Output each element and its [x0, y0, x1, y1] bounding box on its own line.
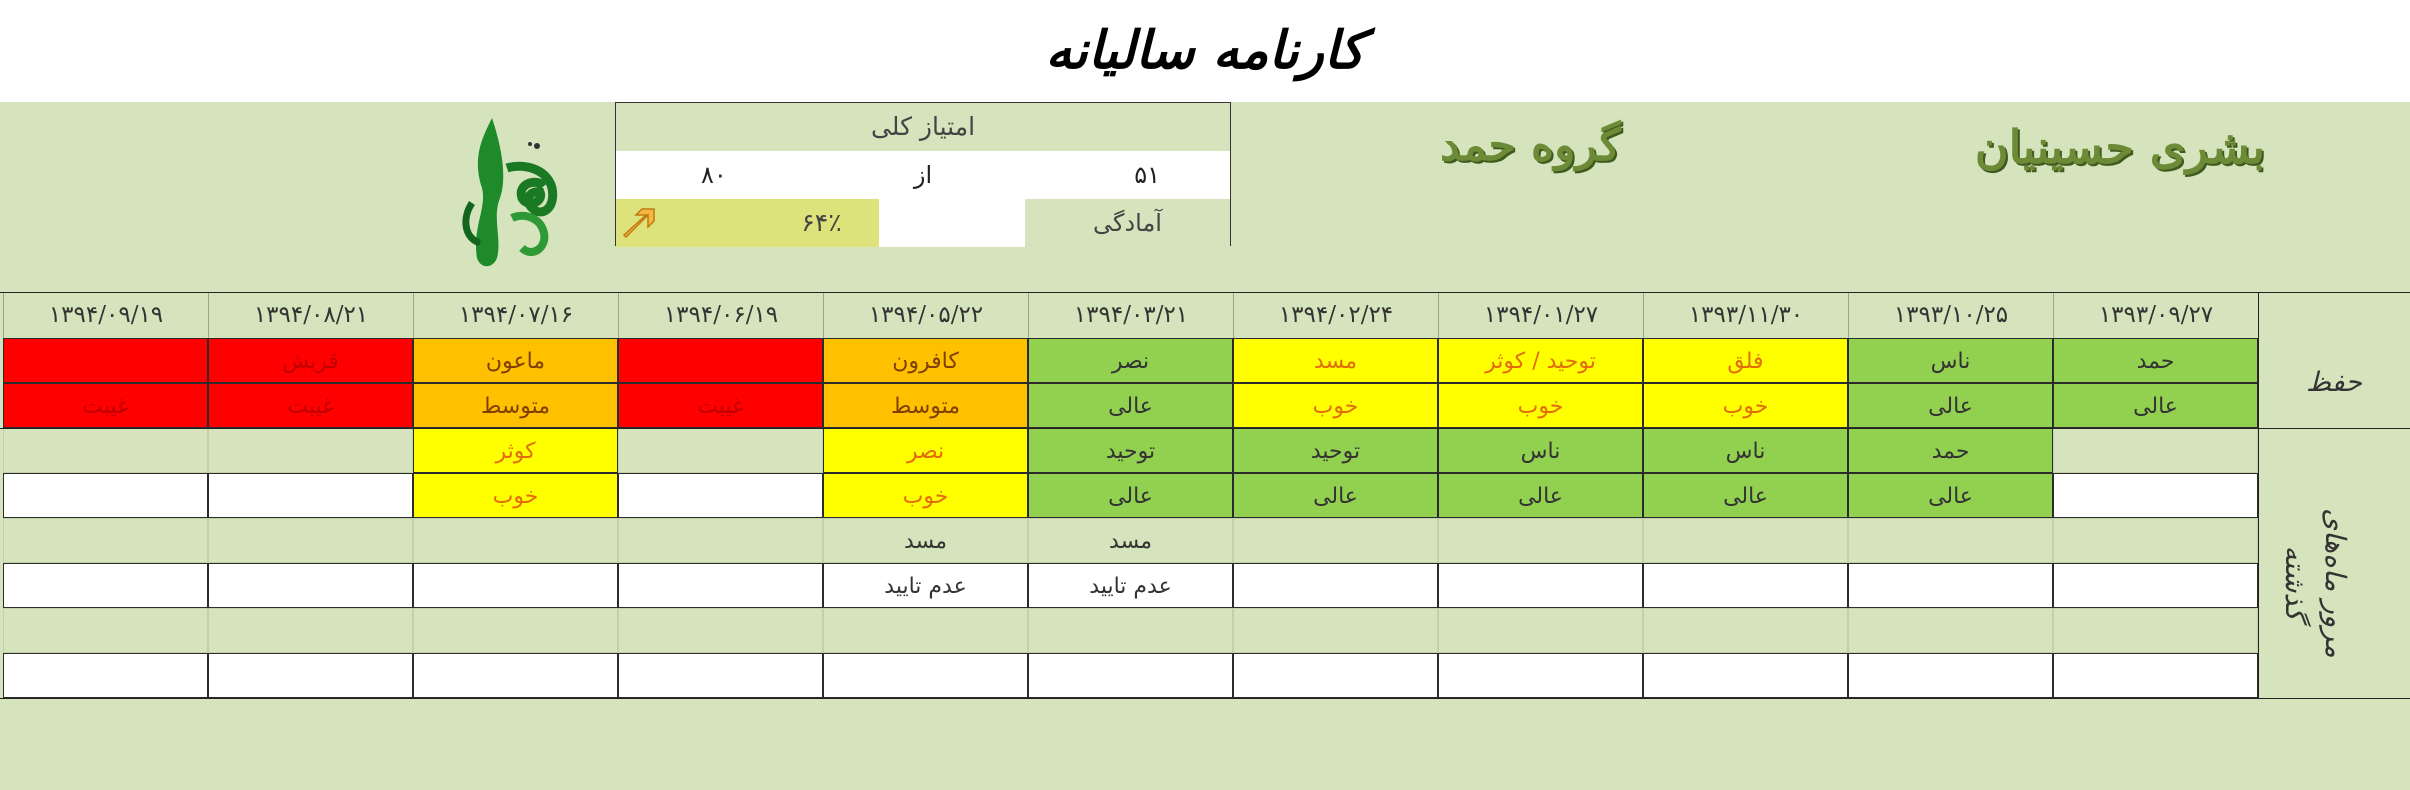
score-values-row [616, 151, 1230, 200]
review-label: مرور ماه‌های گذشته [2279, 508, 2352, 658]
readiness-row [616, 199, 1230, 247]
grid-cell: خوب [1233, 383, 1438, 428]
grid-cell: غیبت [3, 383, 208, 428]
group-name: گروه حمد [1440, 120, 1621, 171]
grid-cell [3, 518, 208, 563]
grid-cell [3, 473, 208, 518]
grid-cell: ناس [1438, 428, 1643, 473]
score-value: ۵۱ [1134, 161, 1160, 189]
grid-cell [2053, 428, 2258, 473]
grid-cell [208, 653, 413, 698]
section-divider [0, 698, 2410, 699]
grid-cell [3, 338, 208, 383]
grid-cell: عالی [1848, 383, 2053, 428]
grid-cell [1438, 563, 1643, 608]
grid-cell: مسد [1233, 338, 1438, 383]
grid-cell [1233, 563, 1438, 608]
grid-cell [413, 563, 618, 608]
grid-cell: عالی [1643, 473, 1848, 518]
grid-cell [2053, 653, 2258, 698]
grid-cell [823, 653, 1028, 698]
grid-cell [1028, 653, 1233, 698]
grid-cell [1233, 518, 1438, 563]
grid-cell [1848, 563, 2053, 608]
grid-cell: کوثر [413, 428, 618, 473]
grid-cell: کافرون [823, 338, 1028, 383]
grid-cell [1643, 563, 1848, 608]
date-header: ۱۳۹۴/۰۹/۱۹ [3, 293, 208, 338]
grid-cell [2053, 563, 2258, 608]
readiness-label: آمادگی [1025, 199, 1230, 247]
grid-cell: قریش [208, 338, 413, 383]
grid-cell: حمد [2053, 338, 2258, 383]
grid-cell: خوب [823, 473, 1028, 518]
grid-cell [618, 338, 823, 383]
grid-cell: نصر [1028, 338, 1233, 383]
grid-cell [1643, 518, 1848, 563]
grid-cell [823, 608, 1028, 653]
grid-cell [1438, 653, 1643, 698]
grid-cell: ماعون [413, 338, 618, 383]
date-header: ۱۳۹۴/۰۶/۱۹ [618, 293, 823, 338]
date-header: ۱۳۹۳/۱۱/۳۰ [1643, 293, 1848, 338]
grid-cell: مسد [823, 518, 1028, 563]
grid-cell [208, 608, 413, 653]
grid-cell: فلق [1643, 338, 1848, 383]
date-header: ۱۳۹۳/۱۰/۲۵ [1848, 293, 2053, 338]
grid-cell: توحید / کوثر [1438, 338, 1643, 383]
grid-cell: خوب [413, 473, 618, 518]
grid-cell [1643, 608, 1848, 653]
date-header: ۱۳۹۴/۰۲/۲۴ [1233, 293, 1438, 338]
readiness-percent: ۶۴٪ [801, 208, 842, 237]
title-bar [0, 0, 2410, 102]
grid-cell [413, 518, 618, 563]
report-grid [0, 292, 2410, 698]
grid-cell: نصر [823, 428, 1028, 473]
score-total: ۸۰ [701, 161, 727, 189]
grid-cell: عالی [2053, 383, 2258, 428]
readiness-progress-bar [616, 199, 1027, 247]
grid-cell [3, 653, 208, 698]
grid-cell: ناس [1848, 338, 2053, 383]
memorize-label: حفظ [2306, 367, 2362, 398]
grid-cell: عالی [1848, 473, 2053, 518]
grid-cell [1233, 608, 1438, 653]
grid-cell: متوسط [413, 383, 618, 428]
report-title: کارنامه سالیانه [1045, 20, 1365, 81]
grid-cell [618, 563, 823, 608]
grid-cell [2053, 518, 2258, 563]
grid-cell: عالی [1233, 473, 1438, 518]
grid-cell: حمد [1848, 428, 2053, 473]
grid-cell: توحید [1233, 428, 1438, 473]
grid-cell [618, 518, 823, 563]
date-header: ۱۳۹۴/۰۸/۲۱ [208, 293, 413, 338]
grid-cell [2053, 473, 2258, 518]
date-header: ۱۳۹۴/۰۳/۲۱ [1028, 293, 1233, 338]
score-box [615, 102, 1231, 246]
grid-cell [618, 653, 823, 698]
date-header: ۱۳۹۳/۰۹/۲۷ [2053, 293, 2258, 338]
date-header: ۱۳۹۴/۰۱/۲۷ [1438, 293, 1643, 338]
grid-cell [208, 428, 413, 473]
grid-cell: خوب [1438, 383, 1643, 428]
score-header: امتیاز کلی [616, 103, 1230, 152]
grid-cell [1643, 653, 1848, 698]
section-divider [0, 428, 2410, 429]
grid-cell: متوسط [823, 383, 1028, 428]
grid-cell [413, 653, 618, 698]
grid-cell [2053, 608, 2258, 653]
grid-cell: غیبت [208, 383, 413, 428]
grid-cell [1848, 608, 2053, 653]
grid-cell [3, 428, 208, 473]
grid-cell: توحید [1028, 428, 1233, 473]
grid-cell [1028, 608, 1233, 653]
grid-cell: ناس [1643, 428, 1848, 473]
grid-cell [3, 563, 208, 608]
grid-cell: عدم تایید [1028, 563, 1233, 608]
grid-cell: عالی [1028, 383, 1233, 428]
grid-cell: غیبت [618, 383, 823, 428]
score-of-label: از [913, 161, 933, 189]
grid-cell: عالی [1028, 473, 1233, 518]
grid-cell: عالی [1438, 473, 1643, 518]
grid-cell [1233, 653, 1438, 698]
grid-cell [618, 473, 823, 518]
grid-cell [208, 518, 413, 563]
grid-cell [1848, 518, 2053, 563]
grid-cell: خوب [1643, 383, 1848, 428]
grid-cell [1848, 653, 2053, 698]
grid-cell [208, 563, 413, 608]
grid-cell: مسد [1028, 518, 1233, 563]
date-header: ۱۳۹۴/۰۵/۲۲ [823, 293, 1028, 338]
grid-cell [1438, 518, 1643, 563]
student-name: بشری حسینیان [1974, 120, 2265, 174]
logo-icon [452, 108, 564, 274]
grid-cell [208, 473, 413, 518]
grid-cell: عدم تایید [823, 563, 1028, 608]
grid-cell [618, 608, 823, 653]
date-header: ۱۳۹۴/۰۷/۱۶ [413, 293, 618, 338]
grid-cell [618, 428, 823, 473]
grid-cell [413, 608, 618, 653]
grid-cell [1438, 608, 1643, 653]
grid-cell [3, 608, 208, 653]
